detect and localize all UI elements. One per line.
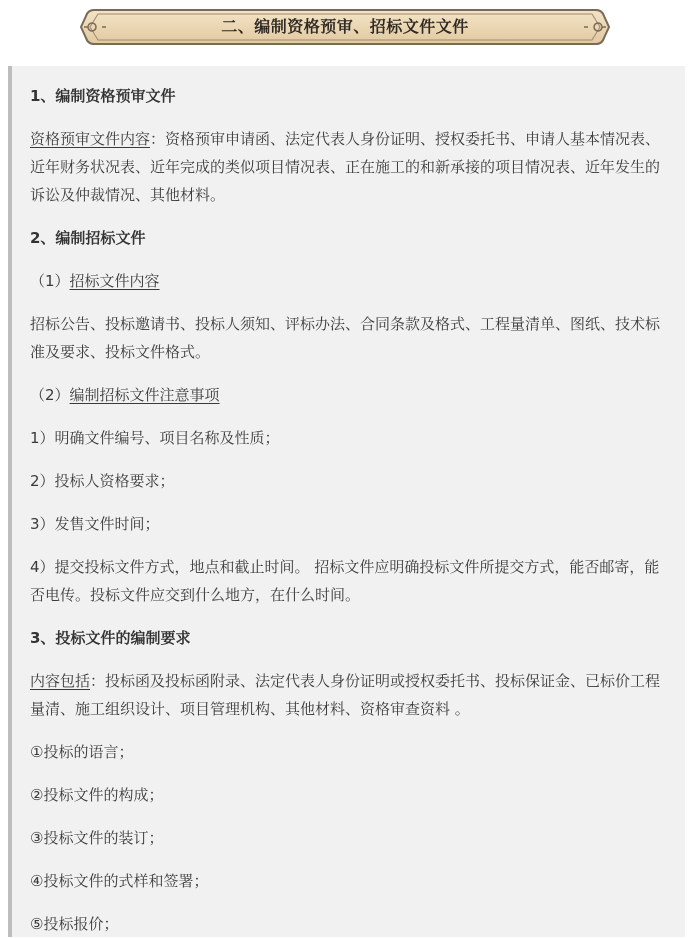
- list-item: ①投标的语言；: [30, 743, 134, 761]
- section-1-heading: 1、编制资格预审文件: [30, 87, 176, 105]
- article-body: [8, 66, 685, 937]
- list-item: ④投标文件的式样和签署；: [30, 872, 209, 890]
- list-item: ③投标文件的装订；: [30, 829, 164, 847]
- sub2-prefix: （2）: [30, 386, 70, 404]
- section-1-text: ：资格预审申请函、法定代表人身份证明、授权委托书、申请人基本情况表、近年财务状况表、近年完成的类似项目情况表、正在施工的和新承接的项目情况表、近年发生的诉讼及仲裁情况、其他材料。: [30, 130, 661, 204]
- sub1-label: 招标文件内容: [69, 272, 160, 290]
- section-3-text: ：投标函及投标函附录、法定代表人身份证明或授权委托书、投标保证金、已标价工程量清、施工组织设计、项目管理机构、其他材料、资格审查资料 。: [30, 672, 661, 718]
- banner-title: 二、编制资格预审、招标文件文件: [221, 17, 469, 36]
- section-3-label: 内容包括: [30, 672, 91, 690]
- list-item: ⑤投标报价；: [30, 915, 119, 933]
- section-3-paragraph: [30, 667, 670, 723]
- banner-area: [0, 0, 689, 60]
- list-item: 2）投标人资格要求；: [30, 472, 175, 490]
- section-2-sub1: [30, 267, 670, 295]
- section-2-sub2: [30, 381, 670, 409]
- sub1-prefix: （1）: [30, 272, 70, 290]
- section-2-heading: 2、编制招标文件: [30, 229, 146, 247]
- list-item: 1）明确文件编号、项目名称及性质；: [30, 429, 280, 447]
- sub2-label: 编制招标文件注意事项: [69, 386, 220, 404]
- section-3-heading: 3、投标文件的编制要求: [30, 629, 191, 647]
- title-banner: [80, 6, 610, 48]
- section-1-paragraph: [30, 125, 670, 209]
- section-1-label: 资格预审文件内容: [30, 130, 151, 148]
- list-item: ②投标文件的构成；: [30, 786, 164, 804]
- section-2-sub1-text: 招标公告、投标邀请书、投标人须知、评标办法、合同条款及格式、工程量清单、图纸、技术标准及要求、投标文件格式。: [30, 315, 661, 361]
- list-item: 3）发售文件时间；: [30, 515, 160, 533]
- list-item: 4）提交投标文件方式，地点和截止时间。 招标文件应明确投标文件所提交方式，能否邮寄，能否电传。投标文件应交到什么地方，在什么时间。: [30, 558, 660, 604]
